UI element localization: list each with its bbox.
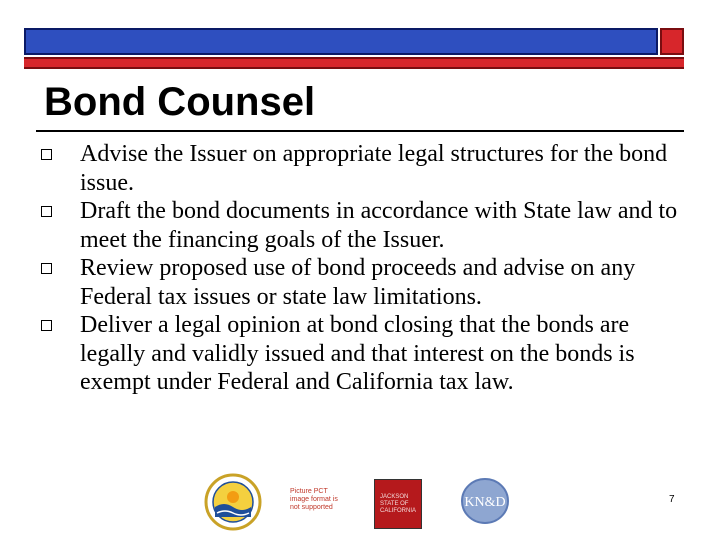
header-red-bar: [24, 57, 684, 69]
knd-logo-icon: [460, 477, 510, 525]
knd-logo-label: KN&D: [464, 495, 506, 510]
jackson-logo-text: JACKSON STATE OF CALIFORNIA: [380, 494, 417, 514]
square-bullet-icon: [41, 320, 52, 331]
bullet-list: [36, 140, 686, 397]
bullet-text: Review proposed use of bond proceeds and advise on any Federal tax issues or state law limitations.: [80, 255, 636, 310]
header-red-square: [660, 28, 684, 55]
slide-title: Bond Counsel: [44, 80, 316, 124]
bullet-text: Draft the bond documents in accordance with State law and to meet the financing goals of the Issuer.: [80, 198, 678, 253]
square-bullet-icon: [41, 149, 52, 160]
page-number: 7: [669, 494, 675, 505]
bullet-item: [36, 140, 686, 197]
image-placeholder-text: Picture PCT image format is not supported: [290, 488, 338, 511]
bullet-item: [36, 197, 686, 254]
logo-strip: [0, 473, 720, 533]
bullet-text: Deliver a legal opinion at bond closing that the bonds are legally and validly issued and that interest on the bonds is exempt under Federal and California tax law.: [80, 312, 635, 395]
jackson-logo: [374, 479, 422, 529]
header-blue-bar: [24, 28, 658, 55]
seal-logo-icon: [204, 473, 262, 531]
title-underline: [36, 130, 684, 132]
square-bullet-icon: [41, 206, 52, 217]
bullet-item: [36, 311, 686, 397]
square-bullet-icon: [41, 263, 52, 274]
bullet-text: Advise the Issuer on appropriate legal structures for the bond issue.: [80, 141, 668, 196]
bullet-item: [36, 254, 686, 311]
